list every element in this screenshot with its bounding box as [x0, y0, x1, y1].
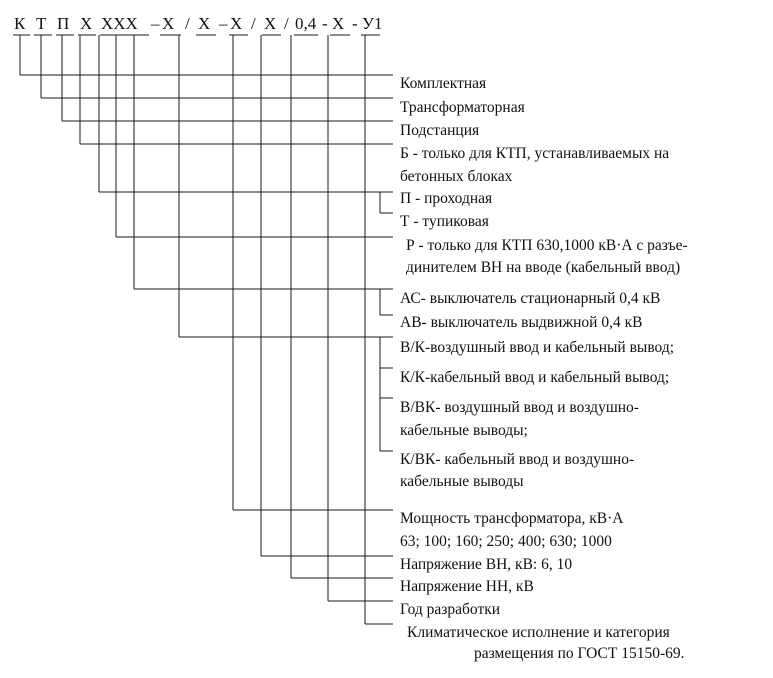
- code-part-t: Т: [36, 14, 47, 33]
- label-power-line1: Мощность трансформатора, кВ·А: [400, 510, 624, 527]
- label-climate-line1: Климатическое исполнение и категория: [407, 624, 670, 641]
- label-pass-through: П - проходная: [400, 190, 493, 207]
- code-part-dash4: -: [352, 14, 358, 33]
- code-part-p: П: [57, 14, 70, 33]
- label-transformer: Трансформаторная: [400, 99, 525, 116]
- label-av-breaker: АВ- выключатель выдвижной 0,4 кВ: [400, 314, 643, 331]
- label-substation: Подстанция: [400, 122, 480, 139]
- label-b-option-line1: Б - только для КТП, устанавливаемых на: [400, 145, 670, 162]
- labels: [400, 75, 688, 662]
- code-part-k: К: [14, 14, 26, 33]
- label-dead-end: Т - тупиковая: [400, 213, 489, 230]
- label-year: Год разработки: [400, 601, 501, 618]
- label-kk: К/К-кабельный ввод и кабельный вывод;: [400, 369, 670, 386]
- code-part-x2: Х: [162, 14, 175, 33]
- label-b-option-line2: бетонных блоках: [400, 168, 513, 185]
- label-lv-voltage: Напряжение НН, кВ: [400, 578, 534, 595]
- label-complete: Комплектная: [400, 75, 487, 92]
- code-part-x1: Х: [80, 14, 93, 33]
- designation-code: [14, 14, 383, 33]
- label-vk: В/К-воздушный ввод и кабельный вывод;: [400, 339, 675, 356]
- label-power-line2: 63; 100; 160; 250; 400; 630; 1000: [400, 533, 612, 550]
- code-part-slash2: /: [251, 14, 256, 33]
- code-part-dash3: -: [322, 14, 328, 33]
- label-kvk-line1: К/ВК- кабельный ввод и воздушно-: [400, 451, 635, 468]
- label-kvk-line2: кабельные выводы: [400, 473, 524, 490]
- code-part-slash1: /: [185, 14, 190, 33]
- code-part-xxx: ХХХ: [101, 14, 138, 33]
- code-part-x3: Х: [198, 14, 211, 33]
- label-r-option-line2: динителем ВН на вводе (кабельный ввод): [406, 259, 681, 276]
- label-vvk-line1: В/ВК- воздушный ввод и воздушно-: [400, 399, 639, 416]
- code-part-dash2: –: [219, 14, 228, 33]
- label-climate-line2: размещения по ГОСТ 15150-69.: [474, 645, 685, 662]
- connector-lines: [20, 35, 393, 624]
- label-r-option-line1: Р - только для КТП 630,1000 кВ·А с разъе-: [406, 237, 688, 254]
- label-vvk-line2: кабельные выводы;: [400, 422, 528, 439]
- code-part-x6: Х: [332, 14, 345, 33]
- label-hv-voltage: Напряжение ВН, кВ: 6, 10: [400, 556, 573, 573]
- label-ac-breaker: АС- выключатель стационарный 0,4 кВ: [400, 290, 661, 307]
- code-part-x4: Х: [230, 14, 243, 33]
- code-part-x5: Х: [264, 14, 277, 33]
- code-part-u1: У1: [362, 14, 383, 33]
- code-part-voltage: 0,4: [295, 14, 317, 33]
- code-part-dash1: –: [151, 14, 160, 33]
- code-part-slash3: /: [284, 14, 289, 33]
